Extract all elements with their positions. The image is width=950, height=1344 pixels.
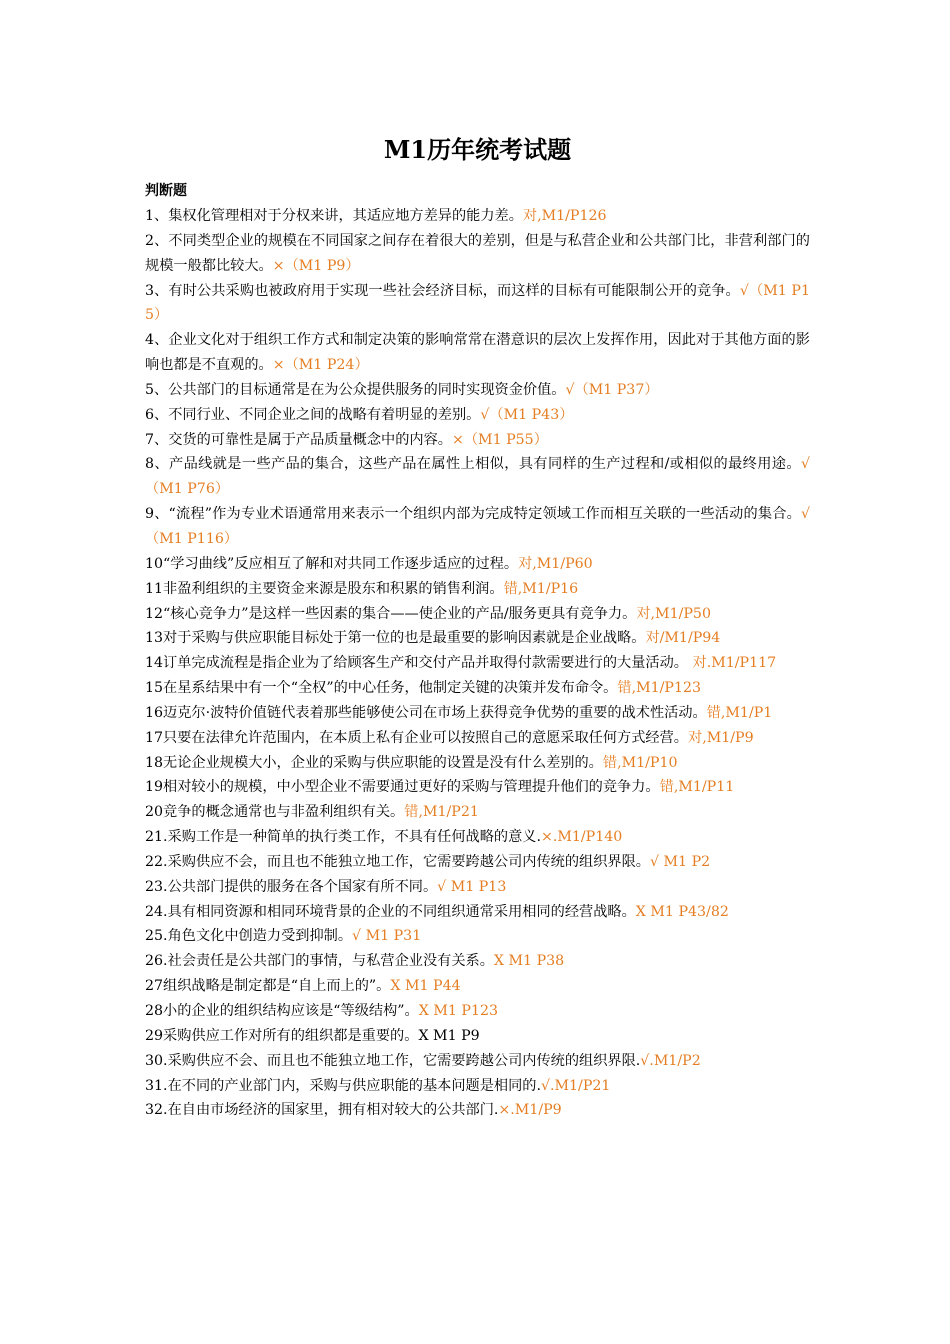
question-item [145,999,810,1024]
question-item [145,1049,810,1074]
question-item [145,924,810,949]
answer-reference: ×（M1 P9） [272,257,360,274]
question-item [145,204,810,229]
question-item [145,577,810,602]
question-text: 32.在自由市场经济的国家里，拥有相对较大的公共部门. [145,1102,499,1119]
question-text: 24.具有相同资源和相同环境背景的企业的不同组织通常采用相同的经营战略。 [145,903,636,920]
question-item [145,676,810,701]
question-item [145,229,810,279]
question-text: 7、交货的可靠性是属于产品质量概念中的内容。 [145,431,452,448]
answer-reference: √.M1/P21 [540,1077,611,1094]
answer-reference: X M1 P123 [418,1003,499,1019]
question-text: 18无论企业规模大小，企业的采购与供应职能的设置是没有什么差别的。 [145,754,603,771]
answer-reference: X M1 P9 [418,1027,480,1044]
question-list [145,204,810,1123]
question-text: 19相对较小的规模，中小型企业不需要通过更好的采购与管理提升他们的竞争力。 [145,779,660,796]
question-item [145,502,810,552]
question-text: 28小的企业的组织结构应该是“等级结构”。 [145,1003,419,1019]
question-text: 2、不同类型企业的规模在不同国家之间存在着很大的差别，但是与私营企业和公共部门比，非营利部门的规模一般都比较大。 [145,232,810,274]
question-text: 21.采购工作是一种简单的执行类工作，不具有任何战略的意义. [145,829,541,846]
question-item [145,378,810,403]
question-item [145,403,810,428]
question-item [145,825,810,850]
question-text: 22.采购供应不会，而且也不能独立地工作，它需要跨越公司内传统的组织界限。 [145,853,650,870]
question-text: 4、企业文化对于组织工作方式和制定决策的影响常常在潜意识的层次上发挥作用，因此对于其他方面的影响也都是不直观的。 [145,332,810,374]
answer-reference: ×.M1/P140 [540,829,623,846]
question-item [145,974,810,999]
question-item [145,775,810,800]
answer-reference: 对,M1/P50 [636,605,711,622]
question-item [145,1098,810,1123]
answer-reference: √.M1/P2 [640,1052,701,1069]
question-item [145,1024,810,1049]
answer-reference: 错,M1/P11 [659,779,735,796]
answer-reference: √（M1 P43） [480,406,574,423]
answer-reference: √（M1 P76） [145,456,810,498]
answer-reference: 对/M1/P94 [645,630,721,647]
answer-reference: √（M1 P37） [565,381,659,398]
answer-reference: √（M1 P116） [145,506,810,547]
answer-reference: 对,M1/P60 [518,555,593,572]
answer-reference: 对.M1/P117 [688,655,777,672]
answer-reference: ×（M1 P55） [451,431,548,448]
question-text: 1、集权化管理相对于分权来讲，其适应地方差异的能力差。 [145,208,523,224]
answer-reference: √ M1 P13 [437,878,507,895]
answer-reference: X M1 P43/82 [635,903,729,920]
question-item [145,1074,810,1099]
question-text: 29采购供应工作对所有的组织都是重要的。 [145,1027,419,1044]
question-text: 13对于采购与供应职能目标处于第一位的也是最重要的影响因素就是企业战略。 [145,630,646,647]
answer-reference: X M1 P44 [390,978,461,995]
page-title: M1历年统考试题 [383,135,572,164]
question-text: 14订单完成流程是指企业为了给顾客生产和交付产品并取得付款需要进行的大量活动。 [145,655,688,672]
answer-reference: 错,M1/P123 [617,680,702,697]
question-text: 3、有时公共采购也被政府用于实现一些社会经济目标，而这样的目标有可能限制公开的竞争。 [145,282,740,299]
answer-reference: 错,M1/P1 [706,704,773,721]
question-item [145,949,810,974]
question-item [145,800,810,825]
question-text: 9、“流程”作为专业术语通常用来表示一个组织内部为完成特定领域工作而相互关联的一些活动的集合。 [145,506,801,523]
question-text: 17只要在法律允许范围内，在本质上私有企业可以按照自己的意愿采取任何方式经营。 [145,729,688,746]
question-item [145,428,810,453]
question-text: 27组织战略是制定都是“自上而上的”。 [145,978,391,995]
question-text: 16迈克尔·波特价值链代表着那些能够使公司在市场上获得竞争优势的重要的战术性活动。 [145,704,707,721]
answer-reference: 对,M1/P9 [688,729,754,746]
document-page [145,130,810,1123]
question-text: 23.公共部门提供的服务在各个国家有所不同。 [145,878,438,895]
question-item [145,850,810,875]
question-item [145,602,810,627]
question-item [145,701,810,726]
question-text: 31.在不同的产业部门内，采购与供应职能的基本问题是相同的. [145,1077,541,1094]
question-text: 30.采购供应不会、而且也不能独立地工作，它需要跨越公司内传统的组织界限. [145,1052,641,1069]
question-text: 5、公共部门的目标通常是在为公众提供服务的同时实现资金价值。 [145,381,566,398]
question-item [145,726,810,751]
question-item [145,279,810,329]
answer-reference: √ M1 P31 [352,928,422,945]
question-item [145,552,810,577]
answer-reference: 对,M1/P126 [522,208,607,224]
question-text: 26.社会责任是公共部门的事情，与私营企业没有关系。 [145,953,494,970]
answer-reference: X M1 P38 [493,953,565,970]
question-text: 15在星系结果中有一个“全权”的中心任务，他制定关键的决策并发布命令。 [145,680,618,697]
question-item [145,751,810,776]
question-item [145,328,810,378]
question-text: 12“核心竞争力”是这样一些因素的集合——使企业的产品/服务更具有竞争力。 [145,605,637,622]
question-text: 25.角色文化中创造力受到抑制。 [145,928,353,945]
section-heading: 判断题 [145,183,187,199]
question-text: 20竞争的概念通常也与非盈利组织有关。 [145,804,405,821]
question-item [145,651,810,676]
question-item [145,452,810,502]
answer-reference: 错,M1/P16 [503,580,579,597]
answer-reference: √ M1 P2 [649,853,711,870]
question-item [145,875,810,900]
answer-reference: √（M1 P15） [145,282,811,324]
answer-reference: ×（M1 P24） [272,357,369,374]
question-text: 10“学习曲线”反应相互了解和对共同工作逐步适应的过程。 [145,555,519,572]
question-item [145,626,810,651]
answer-reference: 错,M1/P10 [602,754,678,771]
answer-reference: 错,M1/P21 [404,804,479,821]
question-text: 11非盈利组织的主要资金来源是股东和积累的销售利润。 [145,580,504,597]
answer-reference: ×.M1/P9 [498,1102,562,1119]
question-item [145,900,810,925]
question-text: 6、不同行业、不同企业之间的战略有着明显的差别。 [145,406,481,423]
question-text: 8、产品线就是一些产品的集合，这些产品在属性上相似，具有同样的生产过程和/或相似的最终用途。 [145,456,801,473]
